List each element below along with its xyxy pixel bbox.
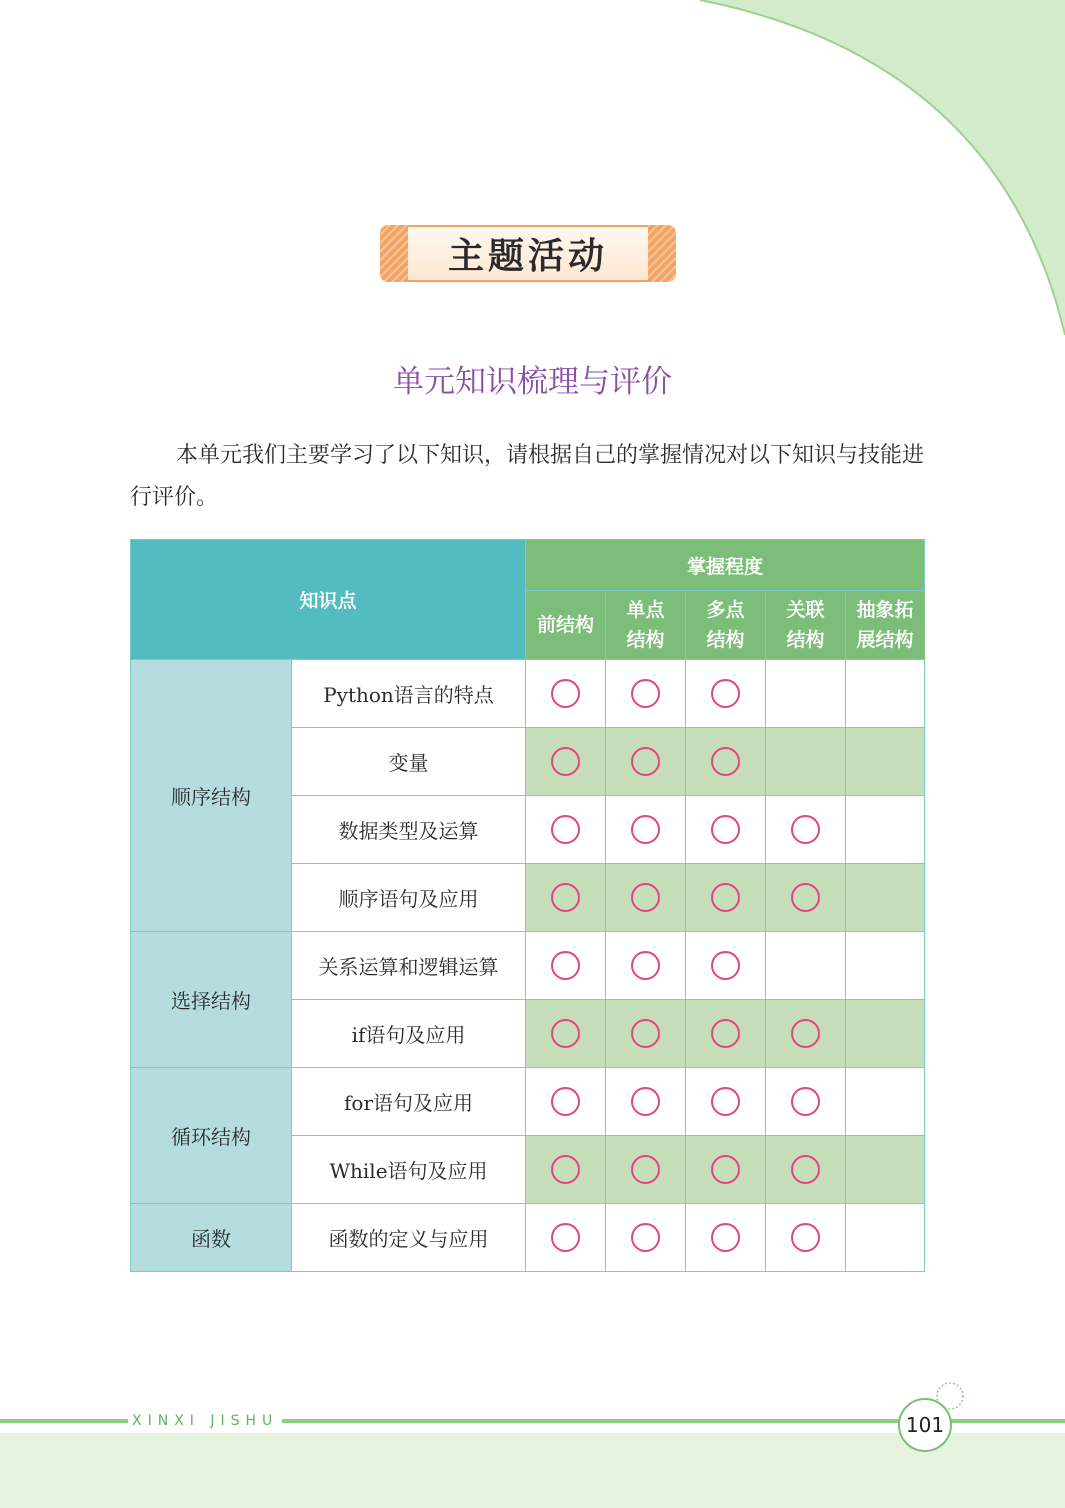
- header-level-2: 单点 结构: [606, 591, 686, 660]
- rating-cell: [846, 1000, 925, 1068]
- category-cell: 选择结构: [131, 932, 292, 1068]
- rating-cell[interactable]: [526, 1136, 606, 1204]
- category-cell: 顺序结构: [131, 660, 292, 932]
- intro-paragraph: 本单元我们主要学习了以下知识，请根据自己的掌握情况对以下知识与技能进行评价。: [130, 443, 925, 510]
- rating-cell[interactable]: [686, 1136, 766, 1204]
- rating-cell: [846, 1204, 925, 1272]
- header-level-5: 抽象拓 展结构: [846, 591, 925, 660]
- header-knowledge-point: 知识点: [131, 540, 526, 660]
- rating-cell: [846, 864, 925, 932]
- rating-circle[interactable]: [711, 1019, 740, 1048]
- topic-cell: 关系运算和逻辑运算: [292, 932, 526, 1000]
- rating-circle[interactable]: [551, 1087, 580, 1116]
- topic-cell: for语句及应用: [292, 1068, 526, 1136]
- rating-cell[interactable]: [606, 728, 686, 796]
- rating-circle[interactable]: [711, 747, 740, 776]
- rating-circle[interactable]: [631, 1155, 660, 1184]
- rating-cell: [846, 728, 925, 796]
- rating-cell[interactable]: [766, 1000, 846, 1068]
- rating-cell[interactable]: [526, 660, 606, 728]
- rating-circle[interactable]: [631, 815, 660, 844]
- rating-cell[interactable]: [526, 864, 606, 932]
- rating-circle[interactable]: [551, 1223, 580, 1252]
- header-level-4: 关联 结构: [766, 591, 846, 660]
- rating-circle[interactable]: [551, 1155, 580, 1184]
- rating-cell: [766, 660, 846, 728]
- topic-cell: if语句及应用: [292, 1000, 526, 1068]
- rating-circle[interactable]: [631, 747, 660, 776]
- rating-cell[interactable]: [606, 1204, 686, 1272]
- category-cell: 函数: [131, 1204, 292, 1272]
- rating-cell[interactable]: [526, 796, 606, 864]
- rating-circle[interactable]: [551, 815, 580, 844]
- topic-cell: 变量: [292, 728, 526, 796]
- rating-circle[interactable]: [551, 679, 580, 708]
- rating-cell[interactable]: [766, 796, 846, 864]
- rating-cell[interactable]: [606, 660, 686, 728]
- rating-cell[interactable]: [686, 1000, 766, 1068]
- topic-cell: 函数的定义与应用: [292, 1204, 526, 1272]
- rating-circle[interactable]: [551, 951, 580, 980]
- rating-cell: [846, 1068, 925, 1136]
- table-row: [131, 1204, 925, 1272]
- rating-circle[interactable]: [711, 815, 740, 844]
- rating-circle[interactable]: [631, 1223, 660, 1252]
- rating-circle[interactable]: [551, 883, 580, 912]
- rating-cell[interactable]: [606, 1136, 686, 1204]
- rating-circle[interactable]: [711, 1223, 740, 1252]
- table-row: [131, 1068, 925, 1136]
- rating-circle[interactable]: [791, 1019, 820, 1048]
- rating-circle[interactable]: [791, 1087, 820, 1116]
- header-level-1: 前结构: [526, 591, 606, 660]
- rating-cell[interactable]: [606, 932, 686, 1000]
- rating-circle[interactable]: [631, 1019, 660, 1048]
- rating-circle[interactable]: [711, 679, 740, 708]
- footer-label: XINXI JISHU: [128, 1413, 282, 1429]
- rating-cell[interactable]: [686, 864, 766, 932]
- rating-cell: [766, 728, 846, 796]
- topic-cell: 数据类型及运算: [292, 796, 526, 864]
- rating-cell: [846, 932, 925, 1000]
- rating-circle[interactable]: [711, 951, 740, 980]
- rating-cell[interactable]: [766, 864, 846, 932]
- rating-circle[interactable]: [551, 1019, 580, 1048]
- banner-title: 主题活动: [408, 225, 648, 282]
- rating-cell[interactable]: [686, 1068, 766, 1136]
- rating-circle[interactable]: [631, 1087, 660, 1116]
- header-mastery: 掌握程度: [526, 540, 925, 591]
- rating-circle[interactable]: [791, 1155, 820, 1184]
- rating-circle[interactable]: [631, 883, 660, 912]
- rating-circle[interactable]: [711, 883, 740, 912]
- rating-cell[interactable]: [686, 932, 766, 1000]
- rating-cell[interactable]: [526, 1000, 606, 1068]
- rating-circle[interactable]: [631, 679, 660, 708]
- banner-left-cap: [380, 225, 408, 282]
- rating-cell[interactable]: [686, 796, 766, 864]
- rating-circle[interactable]: [791, 1223, 820, 1252]
- rating-cell: [846, 1136, 925, 1204]
- rating-cell[interactable]: [526, 932, 606, 1000]
- rating-circle[interactable]: [551, 747, 580, 776]
- rating-cell[interactable]: [766, 1068, 846, 1136]
- rating-cell[interactable]: [526, 728, 606, 796]
- topic-cell: Python语言的特点: [292, 660, 526, 728]
- banner-right-cap: [648, 225, 676, 282]
- rating-cell[interactable]: [766, 1204, 846, 1272]
- page-number: 101: [898, 1398, 952, 1452]
- rating-cell[interactable]: [686, 1204, 766, 1272]
- rating-cell[interactable]: [686, 728, 766, 796]
- rating-cell: [846, 660, 925, 728]
- theme-banner: [380, 225, 676, 282]
- rating-cell[interactable]: [606, 1000, 686, 1068]
- table-row: [131, 660, 925, 728]
- rating-cell[interactable]: [526, 1068, 606, 1136]
- rating-cell[interactable]: [606, 864, 686, 932]
- rating-cell: [846, 796, 925, 864]
- topic-cell: While语句及应用: [292, 1136, 526, 1204]
- rating-cell: [766, 932, 846, 1000]
- topic-cell: 顺序语句及应用: [292, 864, 526, 932]
- rating-circle[interactable]: [791, 883, 820, 912]
- rating-cell[interactable]: [686, 660, 766, 728]
- rating-circle[interactable]: [791, 815, 820, 844]
- table-row: [131, 932, 925, 1000]
- rating-cell[interactable]: [526, 1204, 606, 1272]
- rating-cell[interactable]: [766, 1136, 846, 1204]
- category-cell: 循环结构: [131, 1068, 292, 1204]
- rating-cell[interactable]: [606, 796, 686, 864]
- rating-circle[interactable]: [711, 1155, 740, 1184]
- evaluation-table: [130, 539, 925, 1272]
- rating-circle[interactable]: [631, 951, 660, 980]
- rating-cell[interactable]: [606, 1068, 686, 1136]
- section-subtitle: 单元知识梳理与评价: [393, 364, 672, 400]
- rating-circle[interactable]: [711, 1087, 740, 1116]
- header-level-3: 多点 结构: [686, 591, 766, 660]
